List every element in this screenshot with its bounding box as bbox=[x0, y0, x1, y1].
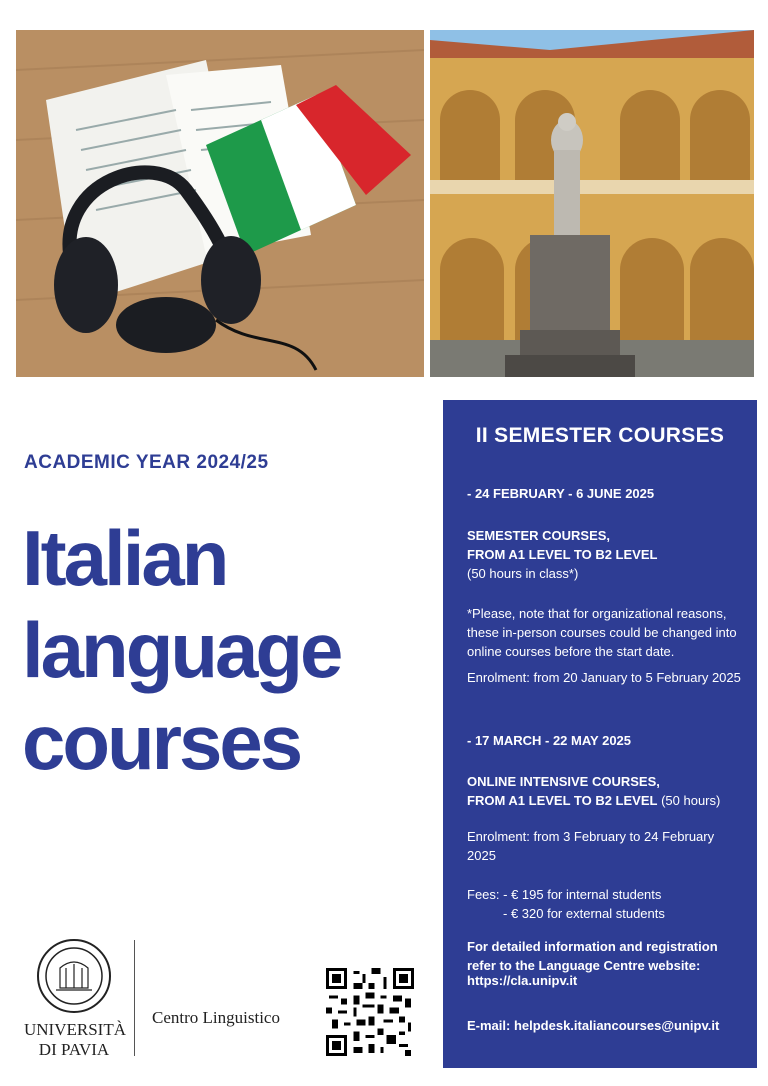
semester-heading-2: FROM A1 LEVEL TO B2 LEVEL bbox=[467, 547, 658, 562]
fees bbox=[467, 885, 743, 923]
centro-linguistico: Centro Linguistico bbox=[152, 1008, 280, 1027]
university-seal-icon bbox=[36, 938, 112, 1014]
university-name-line2: DI PAVIA bbox=[38, 1040, 110, 1059]
online-heading-2: FROM A1 LEVEL TO B2 LEVEL bbox=[467, 793, 658, 808]
online-enrolment: Enrolment: from 3 February to 24 February 2025 bbox=[467, 829, 715, 863]
online-heading-2-row bbox=[467, 791, 743, 810]
fees-internal: Fees: - € 195 for internal students bbox=[467, 887, 662, 902]
semester-dates: - 24 FEBRUARY - 6 JUNE 2025 bbox=[467, 486, 655, 501]
university-name bbox=[24, 1020, 124, 1060]
panel-title: II SEMESTER COURSES bbox=[475, 424, 725, 447]
online-hours: (50 hours) bbox=[661, 793, 721, 808]
semester-hours: (50 hours in class*) bbox=[467, 566, 579, 581]
photo-headphones-flag bbox=[16, 30, 424, 377]
fees-external: - € 320 for external students bbox=[503, 906, 665, 921]
email-link[interactable]: E-mail: helpdesk.italiancourses@unipv.it bbox=[467, 1018, 720, 1033]
semester-enrolment: Enrolment: from 20 January to 5 February 2025 bbox=[467, 670, 741, 685]
university-name-line1: UNIVERSITÀ bbox=[24, 1020, 126, 1039]
website-link[interactable]: https://cla.unipv.it bbox=[467, 973, 578, 988]
photo-courtyard-statue bbox=[430, 30, 754, 377]
title-line: language bbox=[22, 606, 341, 694]
academic-year: ACADEMIC YEAR 2024/25 bbox=[24, 452, 269, 473]
in-person-note: *Please, note that for organizational reasons, these in-person courses could be changed into online courses before the start date. bbox=[467, 606, 737, 659]
semester-heading-1: SEMESTER COURSES, bbox=[467, 528, 611, 543]
info-text: For detailed information and registration refer to the Language Centre website: bbox=[467, 939, 718, 973]
university-logo bbox=[24, 938, 124, 1062]
title-line: Italian bbox=[22, 514, 227, 602]
qr-code[interactable] bbox=[326, 968, 414, 1056]
title-line: courses bbox=[22, 698, 301, 786]
page-title bbox=[22, 512, 340, 788]
online-heading-1: ONLINE INTENSIVE COURSES, bbox=[467, 774, 660, 789]
info-panel bbox=[443, 400, 757, 1068]
logo-divider bbox=[134, 940, 135, 1056]
online-dates: - 17 MARCH - 22 MAY 2025 bbox=[467, 733, 632, 748]
